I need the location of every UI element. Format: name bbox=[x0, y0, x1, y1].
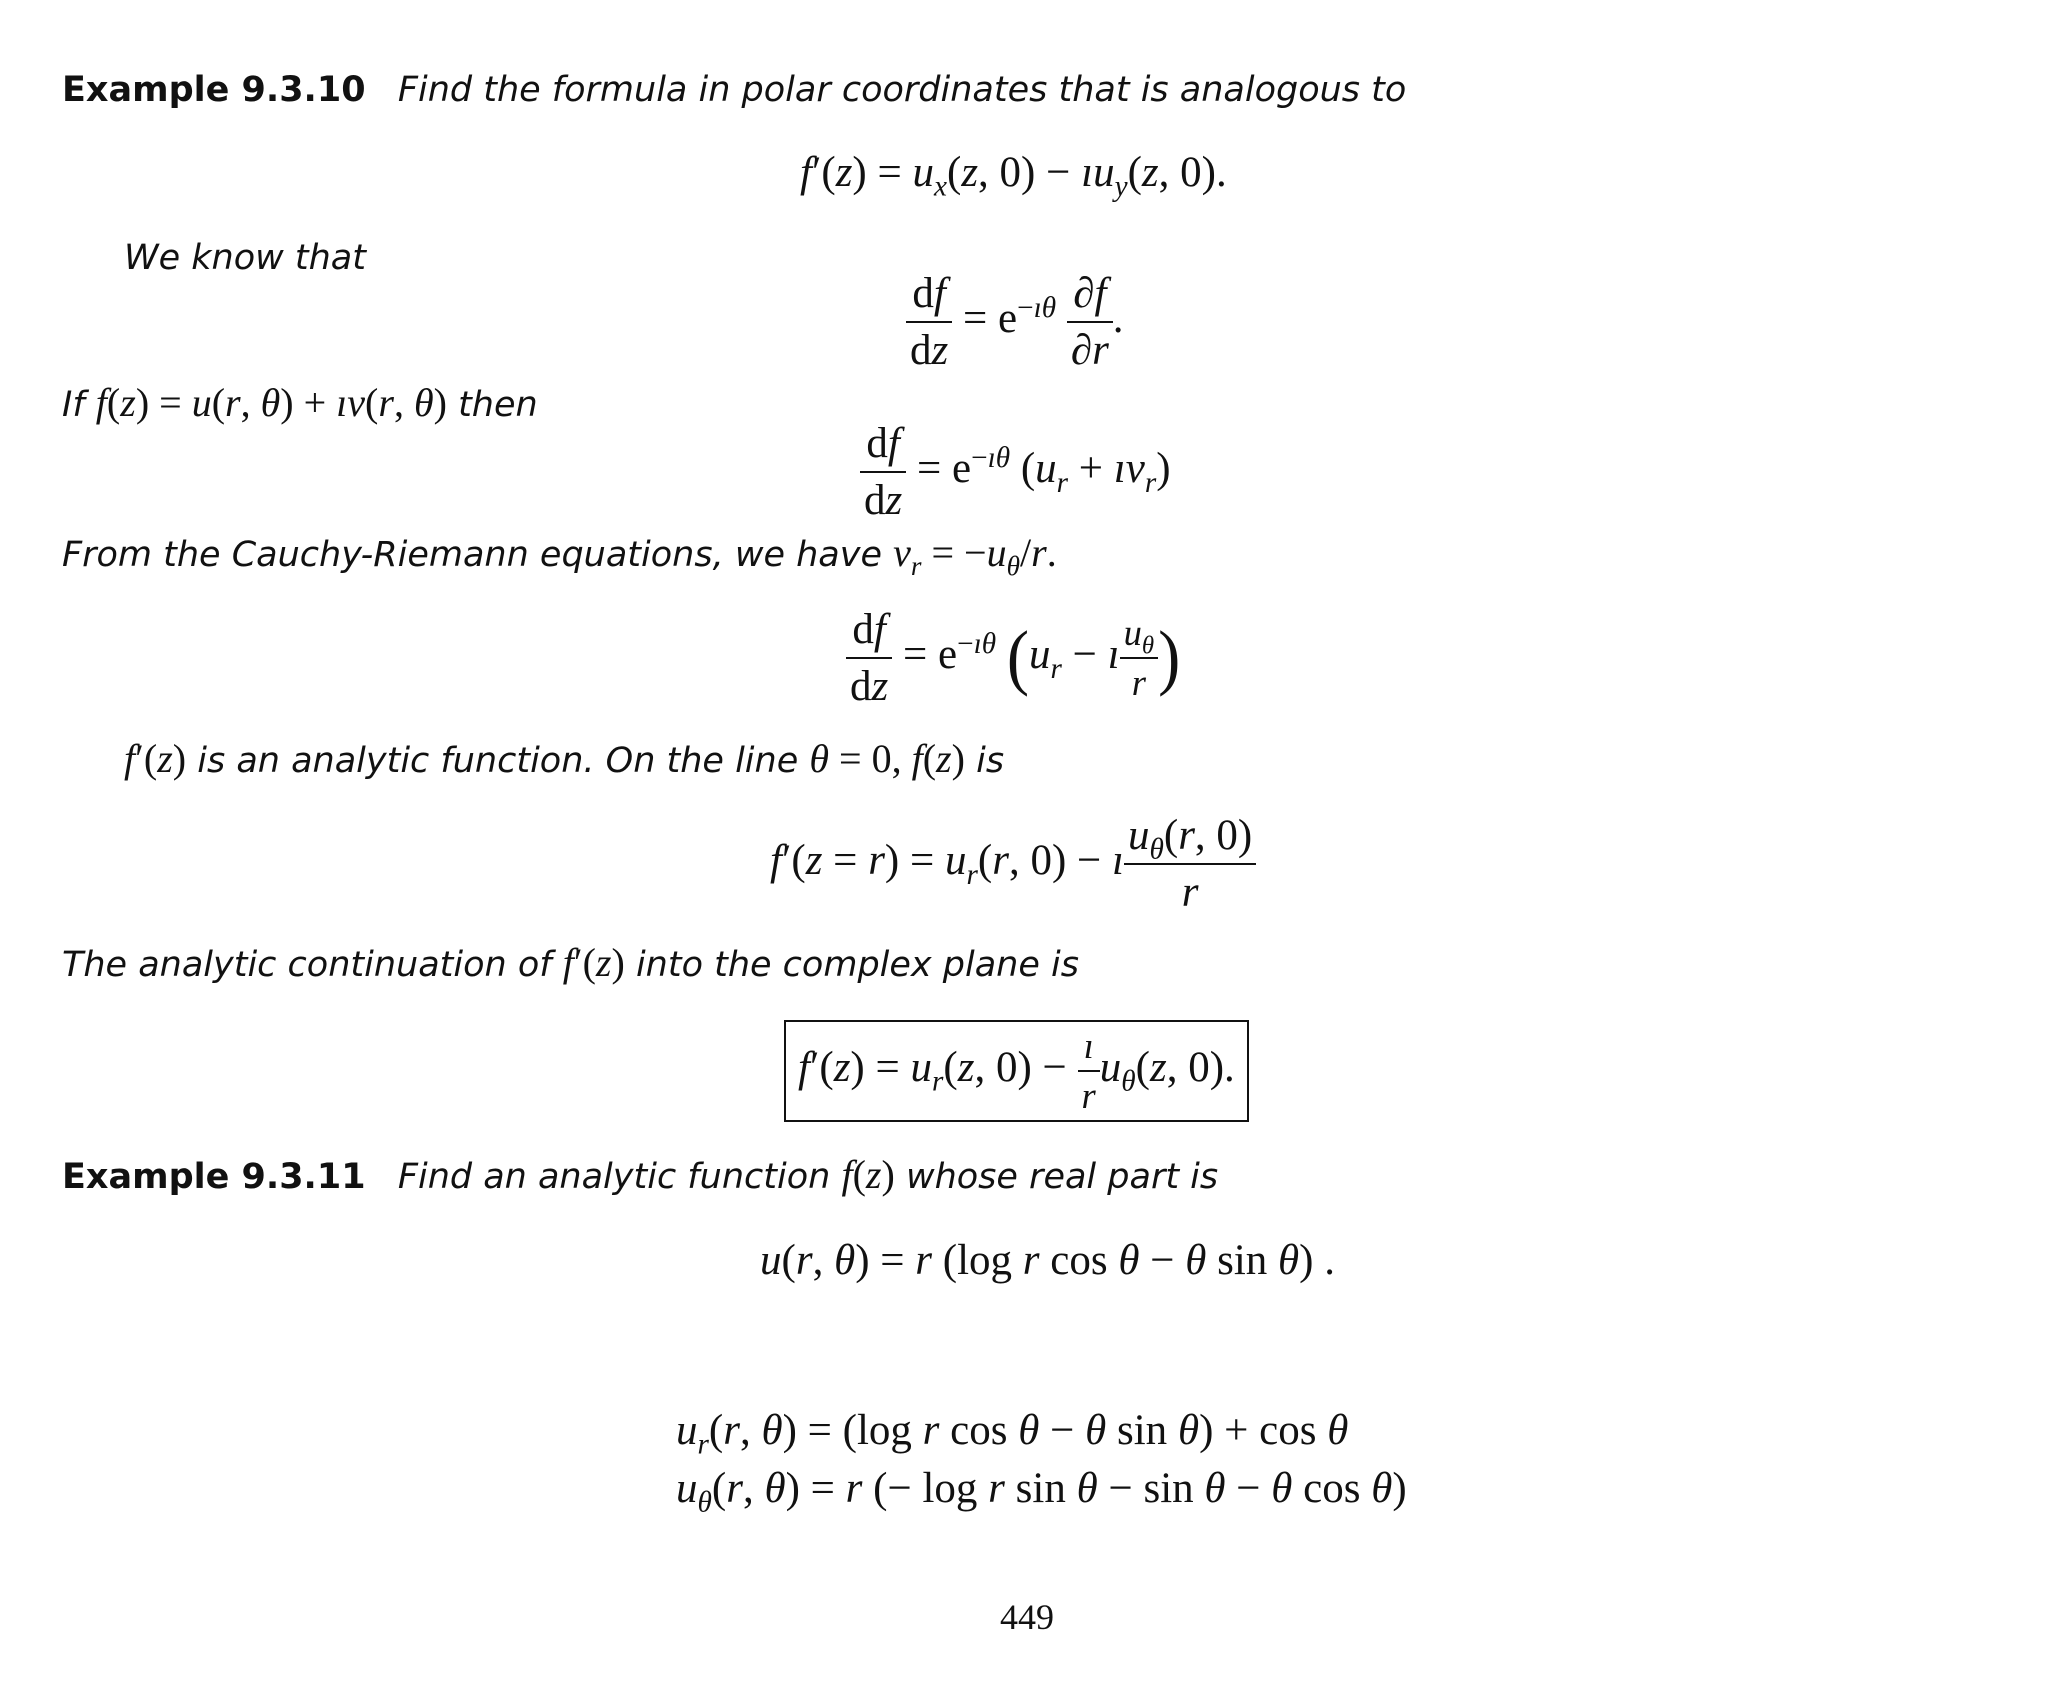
theta-zero-expression: θ = 0, f(z) bbox=[809, 736, 965, 781]
equation-df-dz-ur-vr: $\frac{df}{dz}$ = $e^{-ı\theta}$ ($u_r$ + $ıv_r$) bbox=[860, 420, 1171, 525]
cauchy-riemann-line bbox=[62, 528, 1057, 581]
equation-u-theta: $u_\theta(r$, θ) = r (− log r sin θ − sin θ − θ cos θ) bbox=[676, 1465, 1407, 1519]
analytic-text-1: is an analytic function. On the line bbox=[197, 741, 799, 781]
equation-df-dz-partial: $\frac{df}{dz}$ = $e^{-ı\theta}$ $\frac{\partial f}{\partial r}$ . bbox=[906, 270, 1124, 375]
example-label-2: Example 9.3.11 bbox=[62, 1157, 366, 1197]
boxed-result: $f'(z) = u_r(z$, 0) − $\frac{ı}{r}$ $u_\theta(z$, 0). bbox=[784, 1020, 1249, 1122]
continuation-text-2: into the complex plane is bbox=[635, 945, 1079, 985]
if-line bbox=[62, 378, 538, 428]
equation-cartesian: $f'(z) = u_x(z$, $0) - ıu_y(z$, 0). bbox=[800, 149, 1227, 203]
then-text: then bbox=[458, 385, 538, 425]
equation-on-line: $f'(z = r) = u_r(r$, 0) − ı $\frac{u_\theta(r, 0)}{r}$ bbox=[770, 812, 1256, 917]
equation-df-dz-ur-utheta: $\frac{df}{dz}$ = $e^{-ı\theta}$ ($u_r$ − ı $\frac{u_\theta}{r}$ ) bbox=[846, 606, 1180, 711]
equation-u-r: $u_r(r$, θ) = (log r cos θ − θ sin θ) + cos θ bbox=[676, 1407, 1349, 1461]
analytic-function-line: f′(z) is an analytic function. On the line θ = 0, f(z) is bbox=[124, 736, 1005, 781]
example-9-3-11-heading: Example 9.3.11 Find an analytic function f(z) whose real part is bbox=[62, 1152, 1219, 1197]
equation-u: u(r, θ) = r (log r cos θ − θ sin θ) . bbox=[760, 1237, 1335, 1284]
if-text: If bbox=[62, 385, 85, 425]
cauchy-riemann-text: From the Cauchy-Riemann equations, we have bbox=[62, 535, 882, 575]
example-2-statement-1: Find an analytic function bbox=[397, 1157, 831, 1197]
example-9-3-10-heading bbox=[62, 68, 1406, 112]
example-2-statement-2: whose real part is bbox=[905, 1157, 1219, 1197]
we-know-label: We know that bbox=[124, 238, 366, 278]
cauchy-riemann-expression: $v_r = -u_\theta/r$. bbox=[893, 530, 1057, 581]
example-label: Example 9.3.10 bbox=[62, 70, 366, 110]
example-statement: Find the formula in polar coordinates that is analogous to bbox=[397, 70, 1407, 110]
analytic-text-2: is bbox=[976, 741, 1005, 781]
continuation-text-1: The analytic continuation of bbox=[62, 945, 552, 985]
continuation-line: The analytic continuation of f′(z) into the complex plane is bbox=[62, 940, 1079, 985]
page-number: 449 bbox=[1000, 1597, 1054, 1637]
we-know-text bbox=[124, 236, 366, 280]
if-expression: f(z) = u(r, θ) + ıv(r, θ) bbox=[95, 380, 447, 425]
